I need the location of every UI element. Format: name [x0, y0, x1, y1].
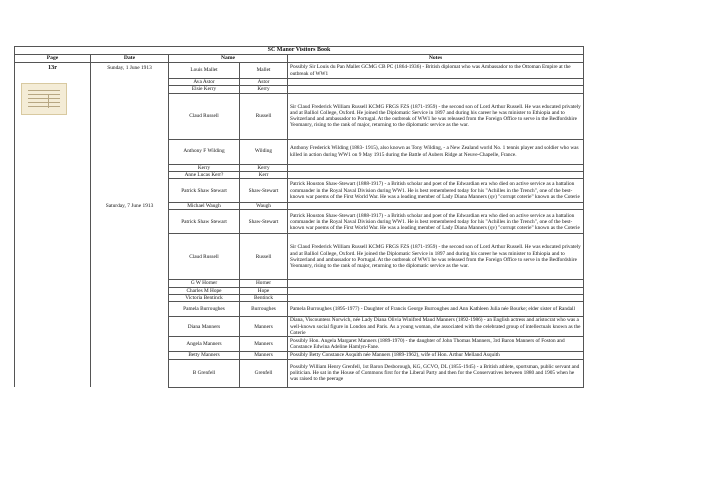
column-header-page: Page [15, 55, 91, 63]
surname-cell: Kerr [240, 171, 288, 178]
name-cell: Patrick Shaw Stewart [169, 210, 240, 234]
notes-cell: Patrick Houston Shaw-Stewart (1888-1917) - a British scholar and poet of the Edwardian era who died on active service as a battalion commander in the Royal Naval Division during WW1. He is best remembered today for his "Achilles in the Trench", one of the best-known war poems of the First World War. He was a leading member of Lady Diana Manners (qv) "corrupt coterie" known as the Coterie [288, 210, 584, 234]
notes-cell [288, 203, 584, 210]
notes-cell: Possibly Hon. Angela Margaret Manners (1889-1970) - the daughter of John Thomas Manners, 3rd Baron Manners of Foston and Constance Edwina Adeline Hamlyn-Fane. [288, 337, 584, 352]
table-row [15, 280, 584, 287]
notes-cell: Possibly Betty Constance Asquith née Manners (1889-1962), wife of Hon. Arthur Melland Asquith [288, 352, 584, 359]
notes-cell: Possibly William Henry Grenfell, 1st Baron Desborough, KG, GCVO, DL (1855-1945) - a British athlete, sportsman, public servant and politician. He sat in the House of Commons first for the Liberal Party and then for the Conservatives between 1880 and 1905 when he was raised to the peerage [288, 359, 584, 387]
surname-cell: Horner [240, 280, 288, 287]
surname-cell: Waugh [240, 203, 288, 210]
table-row [15, 359, 584, 387]
name-cell: Kerry [169, 164, 240, 171]
surname-cell: Shaw-Stewart [240, 179, 288, 203]
name-cell: Anthony F Wilding [169, 139, 240, 164]
name-cell: Victoria Bentinck [169, 295, 240, 302]
table-row [15, 171, 584, 178]
surname-cell: Manners [240, 352, 288, 359]
thumbnail-handwriting-line [28, 90, 60, 91]
notes-cell: Sir Claud Frederick William Russell KCMG FRGS FZS (1871-1959) - the second son of Lord Arthur Russell. He was educated privately and at Balliol College, Oxford. He joined the Diplomatic Service in 1897 and during his career he was minister to Ethiopia and to Switzerland and ambassador to Portugal. At the outbreak of WW1 he was released from the Foreign Office to serve in the Bedfordshire Yeomanry, rising to the rank of major, returning to the diplomatic service as the war. [288, 93, 584, 139]
name-cell: Elsie Kerry [169, 86, 240, 93]
notes-cell: Patrick Houston Shaw-Stewart (1888-1917) - a British scholar and poet of the Edwardian era who died on active service as a battalion commander in the Royal Naval Division during WW1. He is best remembered today for his "Achilles in the Trench", one of the best-known war poems of the First World War. He was a leading member of Lady Diana Manners (qv) "corrupt coterie" known as the Coterie [288, 179, 584, 203]
date-cell-empty [91, 287, 169, 294]
date-cell-empty [91, 79, 169, 86]
column-header-date: Date [91, 55, 169, 63]
page-thumbnail-image[interactable] [21, 83, 67, 115]
name-cell: Angela Manners [169, 337, 240, 352]
table-row [15, 317, 584, 337]
date-cell-empty [91, 171, 169, 178]
date-cell-empty [91, 86, 169, 93]
surname-cell: Hope [240, 287, 288, 294]
name-cell: Charles M Hope [169, 287, 240, 294]
date-cell-empty [91, 352, 169, 359]
table-row [15, 63, 584, 79]
table-row [15, 139, 584, 164]
visitors-book-sheet [14, 46, 583, 388]
notes-cell [288, 171, 584, 178]
table-row [15, 295, 584, 302]
name-cell: Ava Astor [169, 79, 240, 86]
notes-cell [288, 86, 584, 93]
notes-cell [288, 295, 584, 302]
notes-cell: Pamela Burroughes (1895-1977) - Daughter of Francis George Burroughes and Ann Kathleen Julia née Bourke; elder sister of Randall [288, 302, 584, 317]
date-cell-empty [91, 280, 169, 287]
name-cell: Anne Lucas Kerr? [169, 171, 240, 178]
notes-cell [288, 79, 584, 86]
date-cell: Saturday, 7 June 1913 [91, 203, 169, 210]
table-row [15, 79, 584, 86]
column-header-name: Name [169, 55, 288, 63]
date-cell-empty [91, 179, 169, 203]
table-row [15, 210, 584, 234]
surname-cell: Mallet [240, 63, 288, 79]
notes-cell: Sir Claud Frederick William Russell KCMG FRGS FZS (1871-1959) - the second son of Lord Arthur Russell. He was educated privately and at Balliol College, Oxford. He joined the Diplomatic Service in 1897 and during his career he was minister to Ethiopia and to Switzerland and ambassador to Portugal. At the outbreak of WW1 he was released from the Foreign Office to serve in the Bedfordshire Yeomanry, rising to the rank of major, returning to the diplomatic service as the war. [288, 234, 584, 280]
name-cell: B Grenfell [169, 359, 240, 387]
notes-cell [288, 287, 584, 294]
table-row [15, 287, 584, 294]
table-row [15, 203, 584, 210]
table-row [15, 234, 584, 280]
date-cell-empty [91, 302, 169, 317]
notes-cell: Anthony Frederick Wilding (1883- 1915), also known as Tony Wilding, - a New Zealand world No. 1 tennis player and soldier who was killed in action during WW1 on 9 May 1915 during the Battle of Aubers Ridge at Neuve-Chapelle, France. [288, 139, 584, 164]
surname-cell: Wilding [240, 139, 288, 164]
table-row [15, 86, 584, 93]
surname-cell: Manners [240, 337, 288, 352]
name-cell: Louis Mallet [169, 63, 240, 79]
surname-cell: Russell [240, 93, 288, 139]
name-cell: Betty Manners [169, 352, 240, 359]
surname-cell: Russell [240, 234, 288, 280]
surname-cell: Grenfell [240, 359, 288, 387]
name-cell: Patrick Shaw Stewart [169, 179, 240, 203]
thumbnail-signature-mark [48, 94, 61, 108]
date-cell: Sunday, 1 June 1913 [91, 63, 169, 79]
table-row [15, 93, 584, 139]
date-cell-empty [91, 210, 169, 234]
surname-cell: Kerry [240, 164, 288, 171]
surname-cell: Kerry [240, 86, 288, 93]
notes-cell [288, 280, 584, 287]
table-row [15, 179, 584, 203]
date-cell-empty [91, 164, 169, 171]
date-cell-empty [91, 139, 169, 164]
notes-cell: Possibly Sir Louis du Pan Mallet GCMG CB PC (1864-1936) - British diplomat who was Ambassador to the Ottoman Empire at the outbreak of WW1 [288, 63, 584, 79]
date-cell-empty [91, 93, 169, 139]
name-cell: Diana Manners [169, 317, 240, 337]
name-cell: Michael Waugh [169, 203, 240, 210]
column-header-notes: Notes [288, 55, 584, 63]
date-cell-empty [91, 234, 169, 280]
page-number: 13r [48, 64, 57, 71]
date-cell-empty [91, 359, 169, 387]
surname-cell: Manners [240, 317, 288, 337]
surname-cell: Bentinck [240, 295, 288, 302]
notes-cell [288, 164, 584, 171]
page-cell [15, 63, 91, 388]
table-row [15, 164, 584, 171]
surname-cell: Astor [240, 79, 288, 86]
name-cell: Pamela Burroughes [169, 302, 240, 317]
date-cell-empty [91, 317, 169, 337]
notes-cell: Diana, Viscountess Norwich, née Lady Diana Olivia Winifred Maud Manners (1892-1986) - an English actress and aristocrat who was a well-known social figure in London and Paris. As a young woman, she associated with the celebrated group of intellectuals known as the Coterie [288, 317, 584, 337]
table-row [15, 352, 584, 359]
surname-cell: Burroughes [240, 302, 288, 317]
visitors-table [14, 46, 584, 388]
name-cell: Claud Russell [169, 234, 240, 280]
name-cell: Claud Russell [169, 93, 240, 139]
surname-cell: Shaw-Stewart [240, 210, 288, 234]
date-cell-empty [91, 337, 169, 352]
table-row [15, 302, 584, 317]
book-title: SC Manor Visitors Book [15, 47, 584, 55]
name-cell: G W Horner [169, 280, 240, 287]
table-row [15, 337, 584, 352]
date-cell-empty [91, 295, 169, 302]
